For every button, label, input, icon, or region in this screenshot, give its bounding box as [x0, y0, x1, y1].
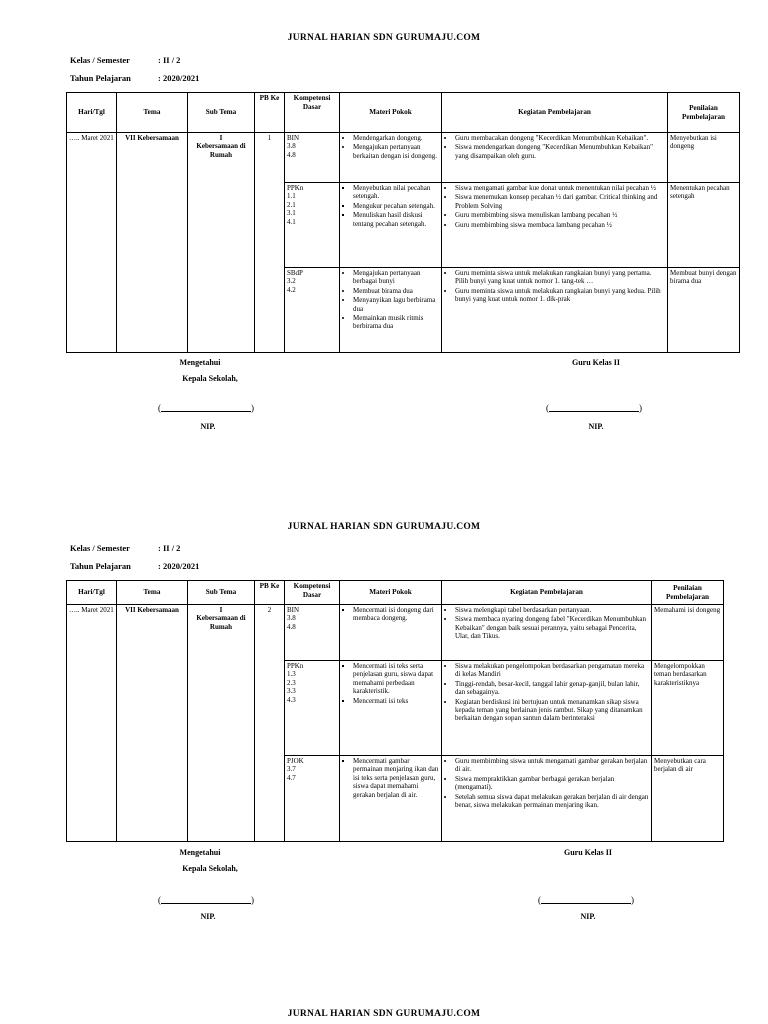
- kd-cell: BIN 3.8 4.8: [285, 605, 340, 661]
- journal-table-1: [66, 92, 740, 353]
- list-item: • Siswa mengamati gambar kue donat untuk menentukan nilai pecahan ½: [455, 184, 665, 192]
- list-item: • Membuat birama dua: [353, 287, 439, 295]
- list-item: • Guru membacakan dongeng "Kecerdikan Menumbuhkan Kebaikan".: [455, 134, 665, 142]
- list-item: ▪ Mengukur pecahan setengah.: [353, 202, 439, 210]
- journal-title: JURNAL HARIAN SDN GURUMAJU.COM: [287, 33, 481, 43]
- materi-cell: [340, 268, 442, 353]
- signature-line-guru: ( ): [538, 895, 634, 905]
- kegiatan-cell: [442, 183, 668, 268]
- list-item: ▪ Menuliskan hasil diskusi tentang pecahan setengah.: [353, 211, 439, 228]
- nip-guru: NIP.: [580, 912, 596, 921]
- header-subtema: Sub Tema: [188, 93, 255, 133]
- list-item: ▪ Mencermati isi dongeng dari membaca dongeng.: [353, 606, 439, 623]
- list-item: • Mengajukan pertanyaan berkaitan dengan isi dongeng.: [353, 143, 439, 160]
- pb-cell: 2: [255, 605, 285, 842]
- list-item: • Guru meminta siswa untuk melakukan rangkaian bunyi yang kedua. Pilih bunyi yang kuat untuk nomor 1. dik-prak: [455, 287, 665, 304]
- tema-cell: VII Kebersamaan: [117, 605, 188, 842]
- list-item: • Kegiatan berdiskusi ini bertujuan untuk menanamkan sikap siswa kepada teman yang berlainan jenis rambut. Sikap yang ditanamkan berkaitan dengan sopan santun dalam berinteraksi: [455, 698, 649, 723]
- signature-line-guru: ( ): [546, 403, 642, 413]
- list-item: ▪ Menyebutkan nilai pecahan setengah.: [353, 184, 439, 201]
- header-penilaian: Penilaian Pembelajaran: [668, 93, 740, 133]
- list-item: • Siswa mendengarkan dongeng "Kecerdikan Menumbuhkan Kebaikan" yang disampaikan oleh guru.: [455, 143, 665, 160]
- mengetahui-label: Mengetahui: [179, 358, 221, 367]
- header-kegiatan: Kegiatan Pembelajaran: [442, 93, 668, 133]
- materi-cell: [340, 605, 442, 661]
- kd-cell: PPKn 1.3 2.3 3.3 4.3: [285, 661, 340, 756]
- header-materi: Materi Pokok: [340, 581, 442, 605]
- penilaian-cell: Menyebutkan cara berjalan di air: [652, 756, 724, 842]
- kegiatan-cell: [442, 605, 652, 661]
- penilaian-cell: Memahami isi dongeng: [652, 605, 724, 661]
- list-item: • Guru membimbing siswa menuliskan lambang pecahan ½: [455, 211, 665, 219]
- materi-cell: [340, 183, 442, 268]
- kepala-sekolah-label: Kepala Sekolah,: [182, 374, 238, 383]
- penilaian-cell: Menyebutkan isi dongeng: [668, 133, 740, 183]
- nip-kepala: NIP.: [200, 912, 216, 921]
- pb-cell: 1: [255, 133, 285, 353]
- list-item: • Siswa melengkapi tabel berdasarkan pertanyaan.: [455, 606, 649, 614]
- materi-cell: [340, 756, 442, 842]
- list-item: • Guru membimbing siswa membaca lambang pecahan ½: [455, 221, 665, 229]
- kd-cell: PJOK 3.7 4.7: [285, 756, 340, 842]
- kegiatan-cell: [442, 661, 652, 756]
- hari-cell: ….. Maret 2021: [67, 605, 117, 842]
- journal-table-2: [66, 580, 724, 842]
- header-subtema: Sub Tema: [188, 581, 255, 605]
- list-item: • Guru meminta siswa untuk melakukan rangkaian bunyi yang pertama. Pilih bunyi yang kuat untuk nomor 1. tang-tek …: [455, 269, 665, 286]
- list-item: • Memainkan musik ritmis berbirama dua: [353, 314, 439, 331]
- header-pb: PB Ke: [255, 93, 285, 133]
- kepala-sekolah-label: Kepala Sekolah,: [182, 864, 238, 873]
- penilaian-cell: Mengelompokkan teman berdasarkan karakteristiknya: [652, 661, 724, 756]
- header-kd: Kompetensi Dasar: [285, 581, 340, 605]
- kelas-semester: Kelas / Semester : II / 2: [70, 55, 181, 65]
- header-hari: Hari/Tgl: [67, 581, 117, 605]
- penilaian-cell: Membuat bunyi dengan birama dua: [668, 268, 740, 353]
- list-item: • Siswa membaca nyaring dongeng fabel "Kecerdikan Menumbuhkan Kebaikan" dengan baik sesuai perannya, yaitu sebagai Pencerita, Ular, dan Tikus.: [455, 615, 649, 640]
- list-item: • Siswa menemukan konsep pecahan ½ dari gambar. Critical thinking and Problem Solving: [455, 193, 665, 210]
- list-item: ▪ Mencermati isi teks serta penjelasan guru, siswa dapat memahami perbedaan karakteristik.: [353, 662, 439, 696]
- mengetahui-label: Mengetahui: [179, 848, 221, 857]
- kegiatan-cell: [442, 133, 668, 183]
- list-item: • Siswa melakukan pengelompokan berdasarkan pengamatan mereka di kelas Mandiri: [455, 662, 649, 679]
- list-item: • Guru membimbing siswa untuk mengamati gambar gerakan berjalan di air.: [455, 757, 649, 774]
- table-row: [67, 133, 740, 183]
- kelas-semester: Kelas / Semester : II / 2: [70, 543, 181, 553]
- list-item: • Mendengarkan dongeng.: [353, 134, 439, 142]
- materi-cell: [340, 661, 442, 756]
- kegiatan-cell: [442, 268, 668, 353]
- list-item: • Mengajukan pertanyaan berbagai bunyi: [353, 269, 439, 286]
- header-penilaian: Penilaian Pembelajaran: [652, 581, 724, 605]
- list-item: • Setelah semua siswa dapat melakukan gerakan berjalan di air dengan benar, siswa melakukan permainan menjaring ikan.: [455, 793, 649, 810]
- kd-cell: PPKn 1.1 2.1 3.1 4.1: [285, 183, 340, 268]
- header-materi: Materi Pokok: [340, 93, 442, 133]
- signature-line-kepala: ( ): [158, 403, 254, 413]
- journal-title: JURNAL HARIAN SDN GURUMAJU.COM: [287, 1009, 481, 1019]
- tahun-pelajaran: Tahun Pelajaran : 2020/2021: [70, 561, 200, 571]
- kd-cell: BIN 3.8 4.8: [285, 133, 340, 183]
- materi-cell: [340, 133, 442, 183]
- nip-kepala: NIP.: [200, 422, 216, 431]
- header-pb: PB Ke: [255, 581, 285, 605]
- kd-cell: SBdP 3.2 4.2: [285, 268, 340, 353]
- list-item: • Menyanyikan lagu berbirama dua: [353, 296, 439, 313]
- header-tema: Tema: [117, 93, 188, 133]
- list-item: • Tinggi-rendah, besar-kecil, tanggal lahir genap-ganjil, bulan lahir, dan sebagainya.: [455, 680, 649, 697]
- list-item: ▪ Mencermati isi teks: [353, 697, 439, 705]
- header-kegiatan: Kegiatan Pembelajaran: [442, 581, 652, 605]
- kegiatan-cell: [442, 756, 652, 842]
- journal-title: JURNAL HARIAN SDN GURUMAJU.COM: [287, 522, 481, 532]
- header-tema: Tema: [117, 581, 188, 605]
- subtema-cell: I Kebersamaan di Rumah: [188, 133, 255, 353]
- tahun-pelajaran: Tahun Pelajaran : 2020/2021: [70, 73, 200, 83]
- guru-kelas-label: Guru Kelas II: [571, 358, 620, 367]
- table-row: [67, 605, 724, 661]
- tema-cell: VII Kebersamaan: [117, 133, 188, 353]
- header-kd: Kompetensi Dasar: [285, 93, 340, 133]
- subtema-cell: I Kebersamaan di Rumah: [188, 605, 255, 842]
- list-item: • Siswa mempraktikkan gambar berbagai gerakan berjalan (mengamati).: [455, 775, 649, 792]
- list-item: ▪ Mencermati gambar permainan menjaring ikan dan isi teks serta penjelasan guru, siswa dapat memahami gerakan berjalan di air.: [353, 757, 439, 799]
- nip-guru: NIP.: [588, 422, 604, 431]
- signature-line-kepala: ( ): [158, 895, 254, 905]
- hari-cell: ….. Maret 2021: [67, 133, 117, 353]
- guru-kelas-label: Guru Kelas II: [563, 848, 612, 857]
- header-hari: Hari/Tgl: [67, 93, 117, 133]
- penilaian-cell: Menentukan pecahan setengah: [668, 183, 740, 268]
